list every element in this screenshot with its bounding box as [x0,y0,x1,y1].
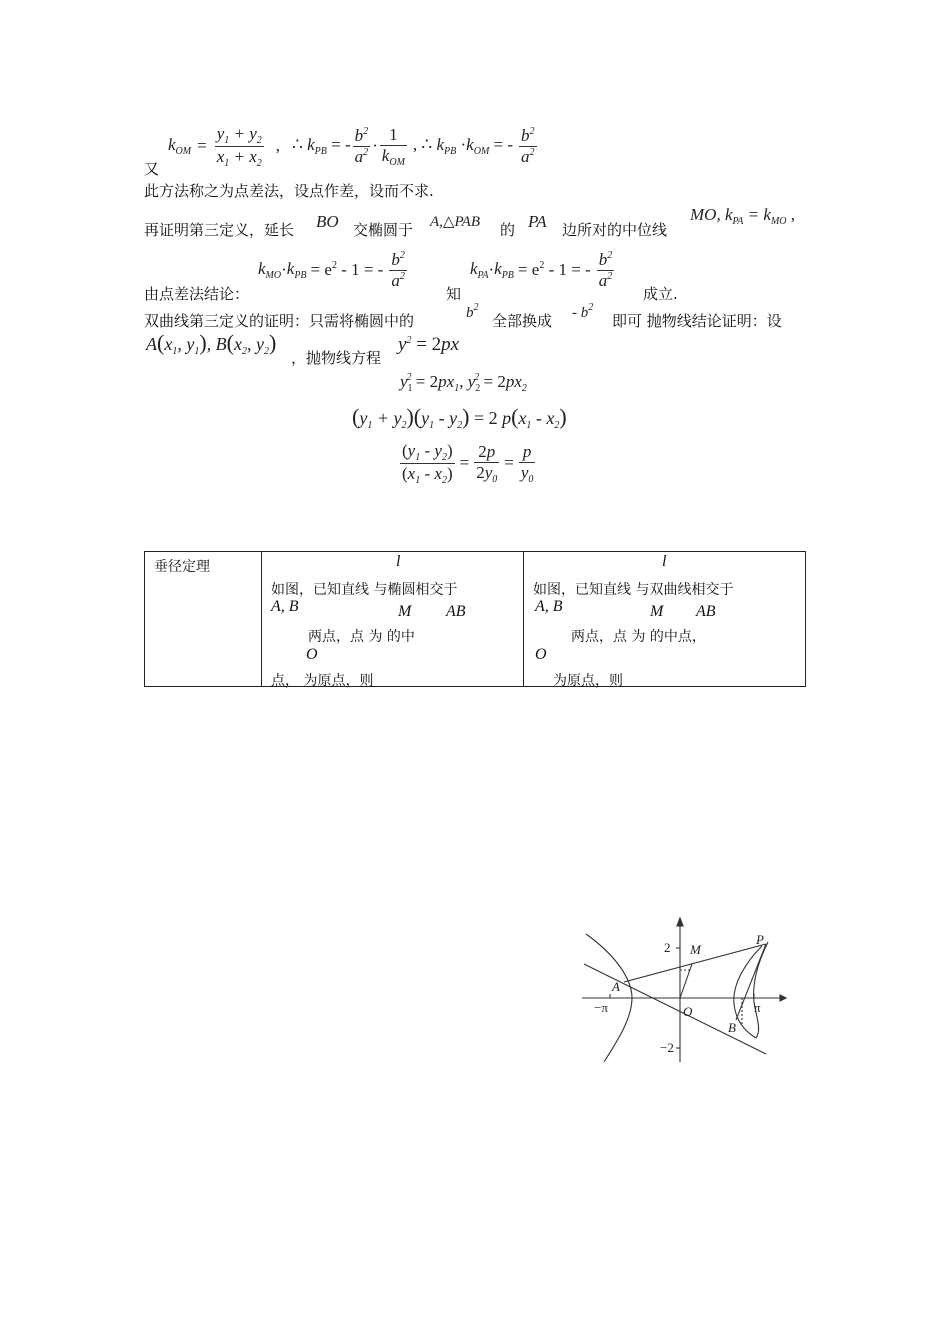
math-b2: $b^2$ [466,302,479,321]
text-you: 又 [144,160,160,178]
math-neg-b2: - $b^2$ [572,302,594,321]
row-title: 垂径定理 [154,559,210,575]
var-l: l [396,553,401,570]
text-line3c: 的 [500,221,516,239]
text-line4-cheng: 成立. [643,285,678,303]
text-line5a: 双曲线第三定义的证明：只需将椭圆中的 [144,312,415,330]
math-points-ab: $A(x_1$, $y_1$), $B(x_2$, $y_2$) [146,330,277,357]
text-line3d: 边所对的中位线 [562,221,668,239]
ellipse-line1: 如图，已知直线 与椭圆相交于 [271,582,458,598]
var-m: M [650,603,664,620]
math-mo-kpa: MO, $k_{PA} = k_{MO}$ , [690,205,796,227]
ellipse-line3: 点， 为原点，则 [271,673,374,689]
var-ab: A, B [535,598,563,615]
math-pa: PA [528,212,547,231]
ellipse-line2: 两点，点 为 的中 [308,629,415,645]
formula-kpa-kpb: $k_{PA}$ · $k_{PB}$ = $e^2 - 1$ = - $\frac{b^2}{a^2}$ [470,249,613,290]
table-row [145,552,806,687]
hyperbola-line1: 如图，已知直线 与双曲线相交于 [533,582,734,598]
table-cell-ellipse [262,552,524,687]
label-a: A [612,979,620,994]
text-line5c: 即可 抛物线结论证明：设 [612,312,782,330]
hyperbola-chord-figure [552,912,802,1068]
formula-k-om: $k_{OM}$ = $\frac{y_1 + y_2}{x_1 + x_2}$ , ∴ $k_{PB}$ = - $\frac{b^2}{a^2}$ · $\frac{1}{k_{OM}}$ , ∴ $k_{PB} \cdot k_{OM}$ = - $\frac{b^2}{a^2}$ [168,123,535,169]
table-cell-hyperbola [524,552,806,687]
math-bo: BO [316,212,339,231]
label-b: B [728,1020,736,1035]
label-p: P [756,932,764,947]
math-a-pab: A,△PAB [430,214,481,230]
text-line3b: 交椭圆于 [353,221,414,239]
label-m: M [690,942,701,957]
perpendicular-chord-table [144,551,806,687]
var-ab2: AB [696,603,716,620]
table-cell-title [145,552,262,687]
label-two: 2 [664,940,671,955]
text-point-diff-method: 此方法称之为点差法，设点作差，设而不求. [144,182,434,200]
hyperbola-line2: 两点，点 为 的中点， [571,629,706,645]
var-l: l [662,553,667,570]
label-pi: π [754,1000,761,1015]
text-line3a: 再证明第三定义，延长 [144,221,295,239]
math-slope-eq: $\frac{(y_1 - y_2)}{(x_1 - x_2)}$ = $\frac{2p}{2y_0}$ = $\frac{p}{y_0}$ [402,440,534,486]
var-ab: A, B [271,598,299,615]
text-line4-zhi: 知 [446,285,462,303]
label-neg-pi: −π [594,1000,608,1015]
var-o: O [306,646,318,663]
math-parabola-eq: $y^2 = 2px$ [398,334,460,355]
formula-kmo-kpb: $k_{MO}$ · $k_{PB}$ = $e^2 - 1$ = - $\frac{b^2}{a^2}$ [258,249,405,290]
math-y1-y2-eq: $y_1^2 = 2px_1$, $y_2^2 = 2px_2$ [400,372,527,394]
text-line6a: ，抛物线方程 [291,349,382,367]
math-factor-eq: $(y_1 + y_2)(y_1 - y_2) = 2$ $p(x_1 - x_2)$ [352,404,567,431]
var-m: M [398,603,412,620]
var-ab2: AB [446,603,466,620]
text-line4a: 由点差法结论： [144,285,250,303]
hyperbola-line3: 为原点，则 [553,673,623,689]
text-line5b: 全部换成 [492,312,553,330]
label-neg-two: −2 [660,1040,674,1055]
label-o: O [683,1004,693,1019]
var-o: O [535,646,547,663]
